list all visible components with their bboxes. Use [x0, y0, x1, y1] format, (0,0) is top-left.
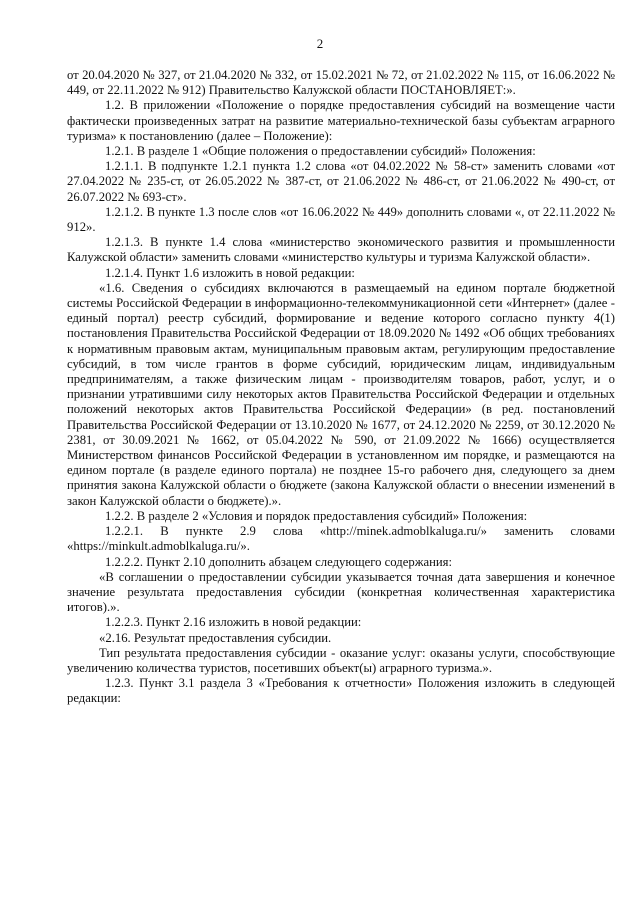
paragraph-5: 1.2.1.2. В пункте 1.3 после слов «от 16.06.2022 № 449» дополнить словами «, от 22.11.2022 № 912». — [67, 204, 615, 235]
paragraph-6: 1.2.1.3. В пункте 1.4 слова «министерство экономического развития и промышленности Калужской области» заменить словами «министерство культуры и туризма Калужской области». — [67, 235, 615, 265]
paragraph-14: «2.16. Результат предоставления субсидии. — [99, 630, 332, 645]
paragraph-15: Тип результата предоставления субсидии - оказание услуг: оказаны услуги, способствующие увеличению количества туристов, посетивших объект(ы) аграрного туризма.». — [67, 645, 615, 675]
paragraph-12: «В соглашении о предоставлении субсидии указывается точная дата завершения и конечное значение результата предоставления субсидии (конкретная количественная характеристика итогов).». — [67, 569, 615, 615]
paragraph-10: 1.2.2.1. В пункте 2.9 слова «http://minek.admoblkaluga.ru/» заменить словами «https://minkult.admoblkaluga.ru/». — [67, 524, 615, 554]
paragraph-13: 1.2.2.3. Пункт 2.16 изложить в новой редакции: — [105, 615, 362, 630]
page-number: 2 — [316, 36, 324, 51]
paragraph-2: 1.2. В приложении «Положение о порядке предоставления субсидий на возмещение части фактически произведенных затрат на развитие материально-технической базы субъектам аграрного туризма» к постановлению (далее – Положение): — [67, 98, 615, 143]
paragraph-3: 1.2.1. В разделе 1 «Общие положения о предоставлении субсидий» Положения: — [105, 144, 536, 159]
paragraph-9: 1.2.2. В разделе 2 «Условия и порядок предоставления субсидий» Положения: — [105, 508, 528, 523]
paragraph-4: 1.2.1.1. В подпункте 1.2.1 пункта 1.2 слова «от 04.02.2022 № 58-ст» заменить словами «от 27.04.2022 № 235-ст, от 26.05.2022 № 387-ст, от 21.06.2022 № 486-ст, от 21.06.2022 № 490-ст, от 26.07.2022 № 693-ст». — [67, 159, 615, 204]
paragraph-8: «1.6. Сведения о субсидиях включаются в размещаемый на едином портале бюджетной системы Российской Федерации в информационно-телекоммуникационной сети «Интернет» (далее - единый портал) реестр субсидий, формирование и ведение которого согласно пункту 4(1) постановления Правительства Российской Федерации от 18.09.2020 № 1492 «Об общих требованиях к нормативным правовым актам, муниципальным правовым актам, регулирующим предоставление субсидий, в том числе грантов в форме субсидий, юридическим лицам, индивидуальным предпринимателям, а также физическим лицам - производителям товаров, работ, услуг, и о признании утратившими силу некоторых актов Правительства Российской Федерации и отдельных положений некоторых актов Правительства Российской Федерации» (в ред. постановлений Правительства Российской Федерации от 13.10.2020 № 1677, от 24.12.2020 № 2259, от 30.12.2020 № 2381, от 30.09.2021 № 1662, от 05.04.2022 № 590, от 21.09.2022 № 1666) осуществляется Министерством финансов Российской Федерации в установленном им порядке, и размещаются на едином портале (в разделе единого портала) не позднее 15-го рабочего дня, следующего за днем принятия закона Калужской области о бюджете (закона Калужской области о внесении изменений в закон Калужской области о бюджете).». — [67, 280, 615, 508]
paragraph-11: 1.2.2.2. Пункт 2.10 дополнить абзацем следующего содержания: — [105, 554, 453, 569]
document-body — [67, 68, 615, 707]
paragraph-7: 1.2.1.4. Пункт 1.6 изложить в новой редакции: — [105, 265, 355, 280]
paragraph-1: от 20.04.2020 № 327, от 21.04.2020 № 332, от 15.02.2021 № 72, от 21.02.2022 № 115, от 16.06.2022 № 449, от 22.11.2022 № 912) Правительство Калужской области ПОСТАНОВЛЯЕТ:». — [67, 68, 615, 98]
paragraph-16: 1.2.3. Пункт 3.1 раздела 3 «Требования к отчетности» Положения изложить в следующей редакции: — [67, 676, 615, 706]
